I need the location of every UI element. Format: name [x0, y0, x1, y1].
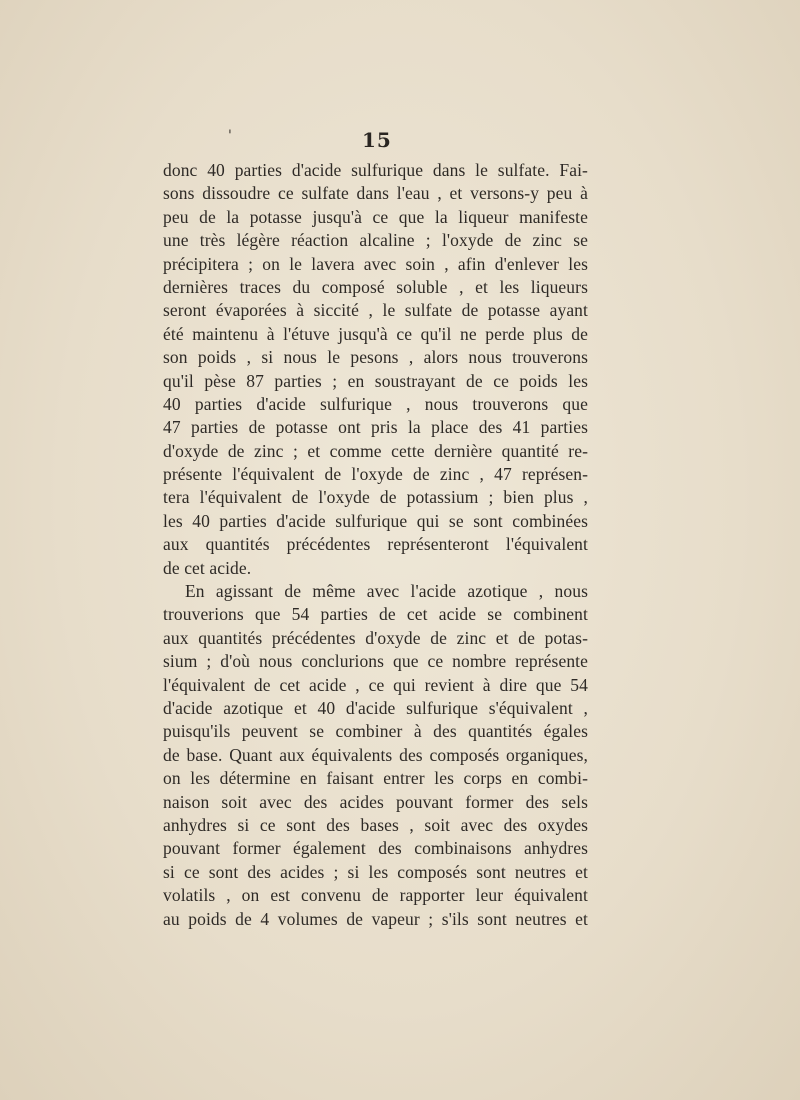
- text-line: d'acide azotique et 40 d'acide sulfurique s'équivalent ,: [163, 697, 588, 718]
- text-line: trouverions que 54 parties de cet acide se combinent: [163, 604, 588, 625]
- text-line: sium ; d'où nous conclurions que ce nombre représente: [163, 651, 588, 672]
- text-line: les 40 parties d'acide sulfurique qui se sont combinées: [163, 510, 588, 531]
- text-line: tera l'équivalent de l'oxyde de potassium ; bien plus ,: [163, 487, 588, 508]
- text-line: l'équivalent de cet acide , ce qui revient à dire que 54: [163, 674, 588, 695]
- stray-mark: ': [228, 128, 232, 144]
- body-text: [163, 159, 588, 931]
- text-line: une très légère réaction alcaline ; l'oxyde de zinc se: [163, 230, 588, 251]
- text-line: de cet acide.: [163, 557, 252, 578]
- text-line: de base. Quant aux équivalents des composés organiques,: [163, 744, 588, 765]
- text-line: aux quantités précédentes représenteront l'équivalent: [163, 534, 588, 555]
- text-line: été maintenu à l'étuve jusqu'à ce qu'il ne perde plus de: [163, 323, 588, 344]
- text-line: précipitera ; on le lavera avec soin , afin d'enlever les: [163, 253, 588, 274]
- page-number: 15: [362, 128, 392, 152]
- text-line: 40 parties d'acide sulfurique , nous trouverons que: [163, 393, 588, 414]
- text-line: son poids , si nous le pesons , alors nous trouverons: [163, 347, 588, 368]
- text-line: aux quantités précédentes d'oxyde de zinc et de potas-: [163, 627, 588, 648]
- text-line: d'oxyde de zinc ; et comme cette dernière quantité re-: [163, 440, 588, 461]
- text-line: présente l'équivalent de l'oxyde de zinc , 47 représen-: [163, 464, 588, 485]
- text-line: 47 parties de potasse ont pris la place des 41 parties: [163, 417, 588, 438]
- text-line: qu'il pèse 87 parties ; en soustrayant de ce poids les: [163, 370, 588, 391]
- text-line: au poids de 4 volumes de vapeur ; s'ils sont neutres et: [163, 908, 588, 929]
- text-line: sons dissoudre ce sulfate dans l'eau , et versons-y peu à: [163, 183, 588, 204]
- text-line: pouvant former également des combinaisons anhydres: [163, 838, 588, 859]
- text-line: anhydres si ce sont des bases , soit avec des oxydes: [163, 814, 588, 835]
- text-line: volatils , on est convenu de rapporter leur équivalent: [163, 885, 588, 906]
- text-line: donc 40 parties d'acide sulfurique dans le sulfate. Fai-: [163, 160, 588, 180]
- text-line: on les détermine en faisant entrer les corps en combi-: [163, 768, 588, 789]
- text-line: seront évaporées à siccité , le sulfate de potasse ayant: [163, 300, 588, 321]
- text-line: dernières traces du composé soluble , et les liqueurs: [163, 276, 588, 297]
- text-line: naison soit avec des acides pouvant former des sels: [163, 791, 588, 812]
- text-line: peu de la potasse jusqu'à ce que la liqueur manifeste: [163, 206, 588, 227]
- text-line: si ce sont des acides ; si les composés sont neutres et: [163, 861, 588, 882]
- text-line: puisqu'ils peuvent se combiner à des quantités égales: [163, 721, 588, 742]
- paragraph-start-line: En agissant de même avec l'acide azotique , nous: [185, 581, 588, 602]
